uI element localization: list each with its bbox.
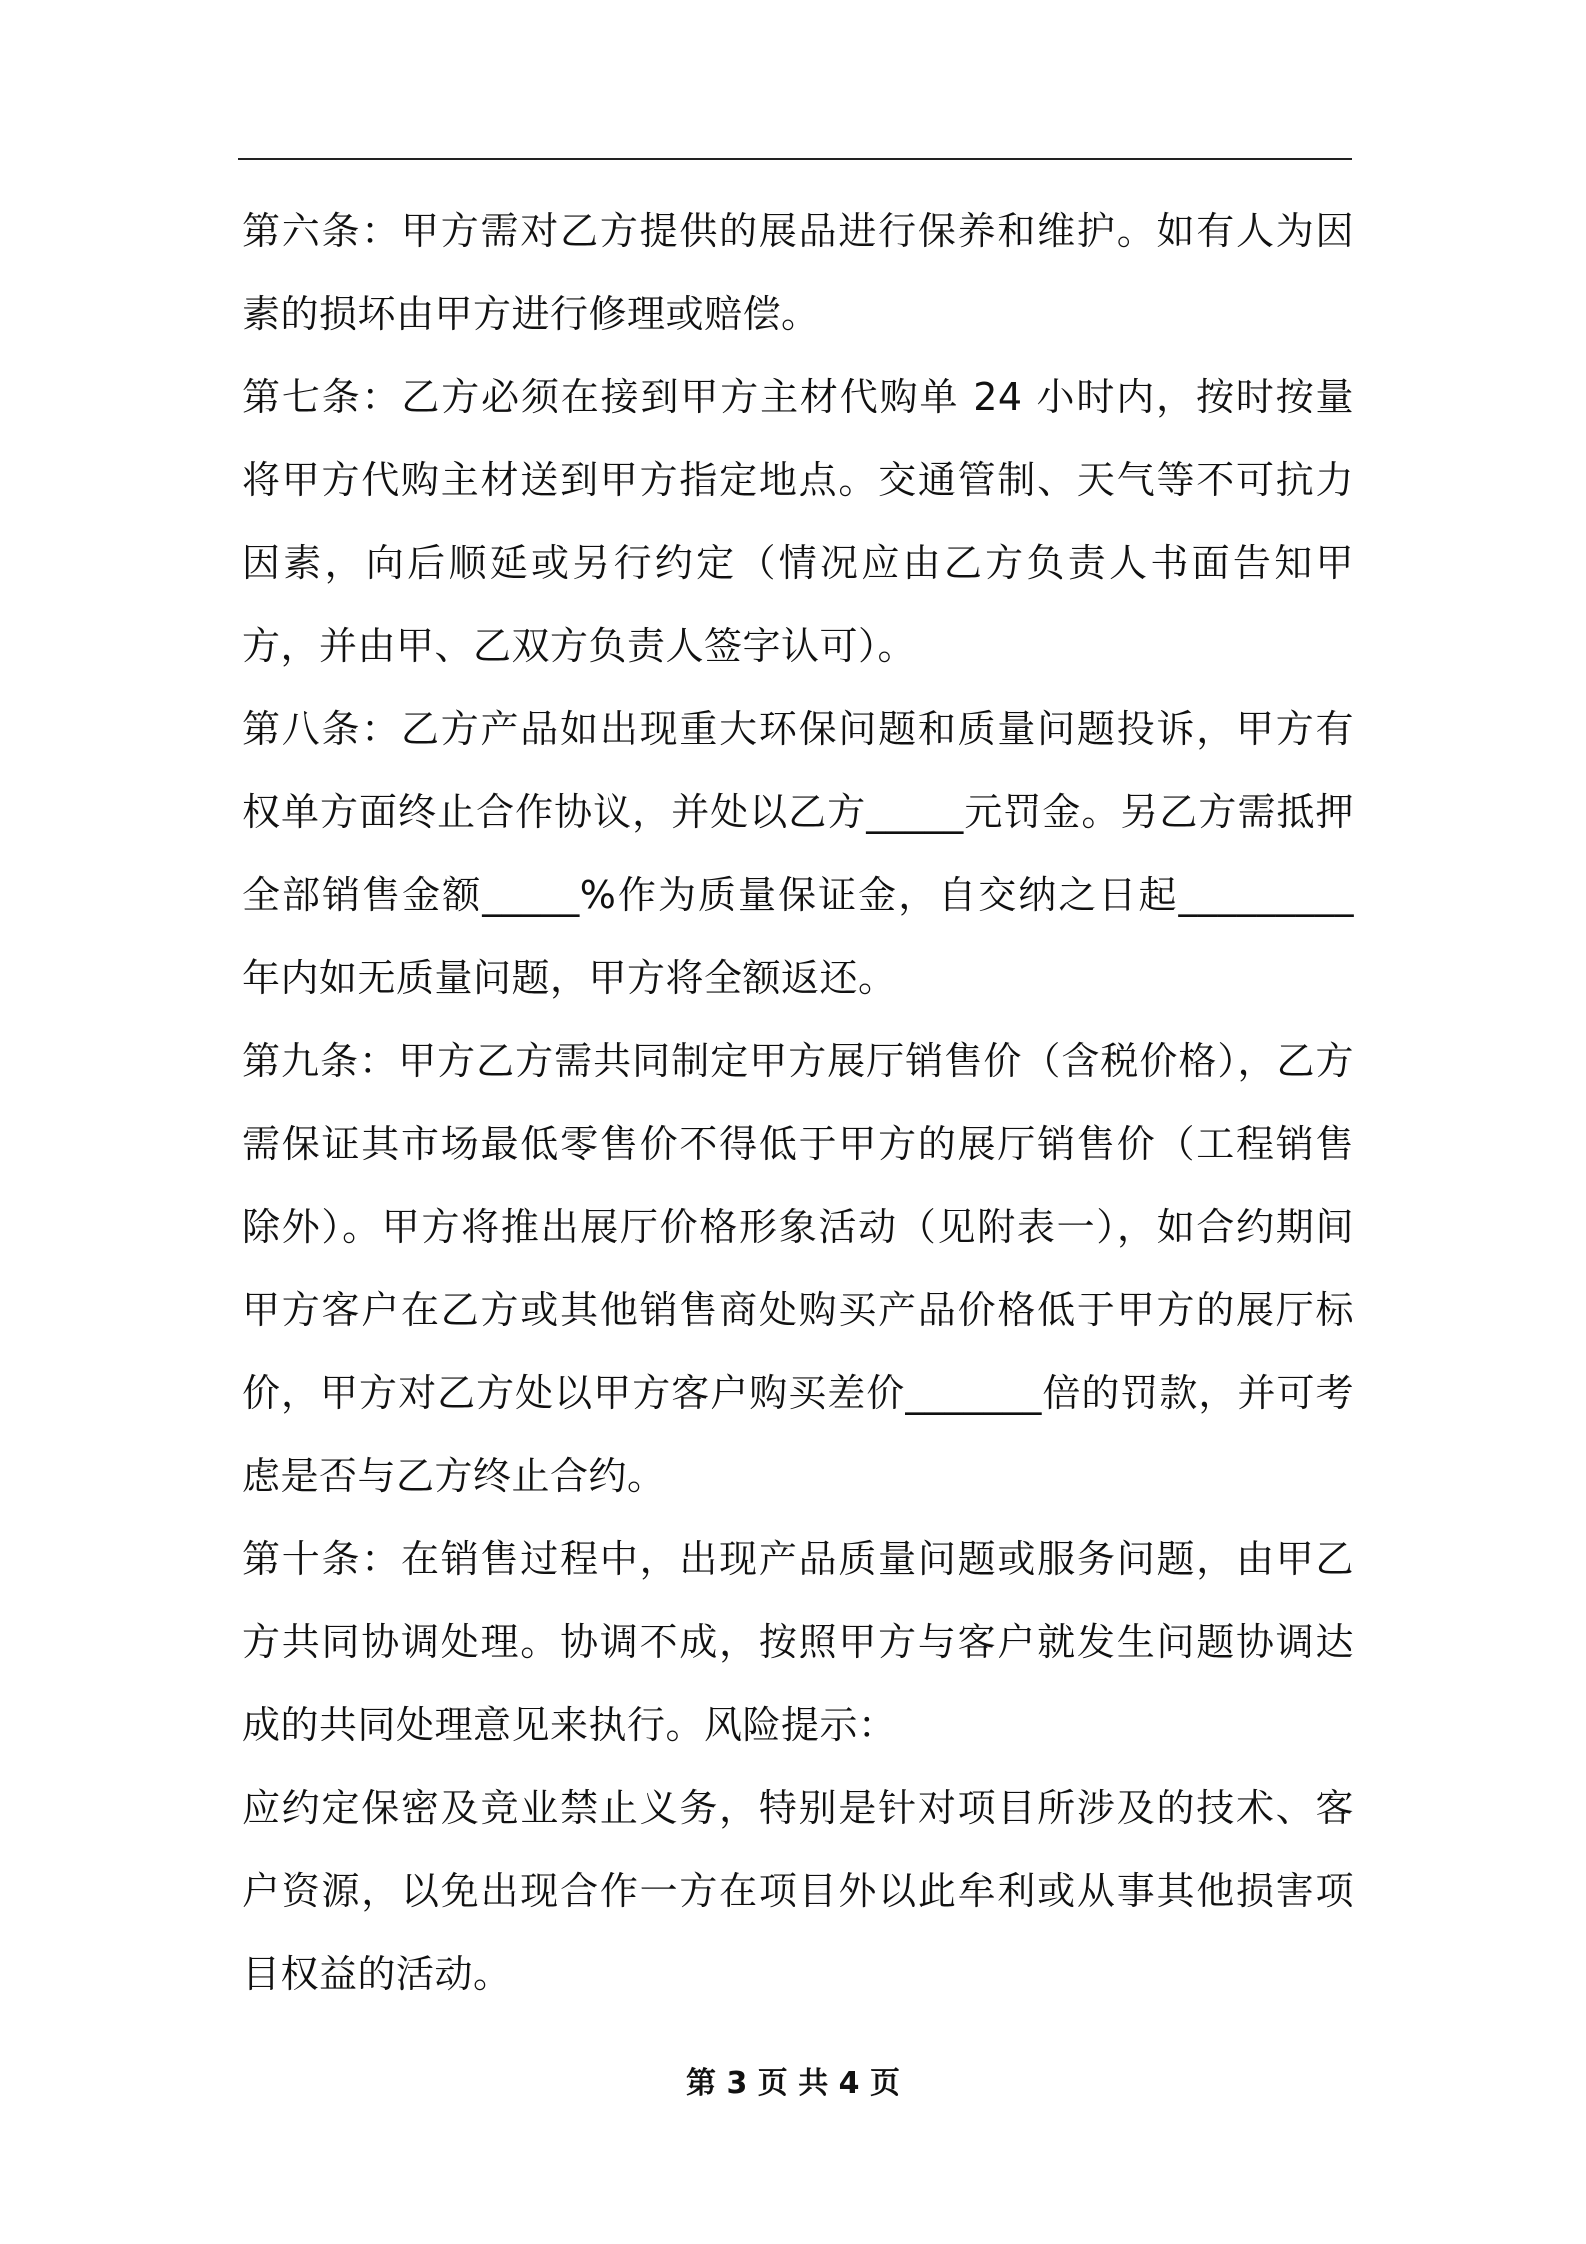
risk-note-paragraph: 应约定保密及竞业禁止义务，特别是针对项目所涉及的技术、客户资源，以免出现合作一方在项目外以此牟利或从事其他损害项目权益的活动。 bbox=[242, 1786, 1354, 1996]
header-rule bbox=[238, 158, 1352, 160]
article-10-paragraph: 第十条：在销售过程中，出现产品质量问题或服务问题，由甲乙方共同协调处理。协调不成，按照甲方与客户就发生问题协调达成的共同处理意见来执行。风险提示： bbox=[242, 1537, 1354, 1747]
article-8-paragraph: 第八条：乙方产品如出现重大环保问题和质量问题投诉，甲方有权单方面终止合作协议，并处以乙方_____元罚金。另乙方需抵押全部销售金额_____%作为质量保证金，自交纳之日起_________年内如无质量问题，甲方将全额返还。 bbox=[242, 707, 1354, 1000]
article-7-paragraph: 第七条：乙方必须在接到甲方主材代购单 24 小时内，按时按量将甲方代购主材送到甲方指定地点。交通管制、天气等不可抗力因素，向后顺延或另行约定（情况应由乙方负责人书面告知甲方，并由甲、乙双方负责人签字认可）。 bbox=[242, 375, 1354, 668]
article-6-paragraph: 第六条：甲方需对乙方提供的展品进行保养和维护。如有人为因素的损坏由甲方进行修理或赔偿。 bbox=[242, 209, 1354, 336]
page-number-footer: 第 3 页 共 4 页 bbox=[686, 2066, 900, 2101]
article-9-paragraph: 第九条：甲方乙方需共同制定甲方展厅销售价（含税价格），乙方需保证其市场最低零售价不得低于甲方的展厅销售价（工程销售除外）。甲方将推出展厅价格形象活动（见附表一），如合约期间甲方客户在乙方或其他销售商处购买产品价格低于甲方的展厅标价，甲方对乙方处以甲方客户购买差价_______倍的罚款，并可考虑是否与乙方终止合约。 bbox=[242, 1039, 1354, 1498]
document-body bbox=[242, 190, 1354, 2016]
